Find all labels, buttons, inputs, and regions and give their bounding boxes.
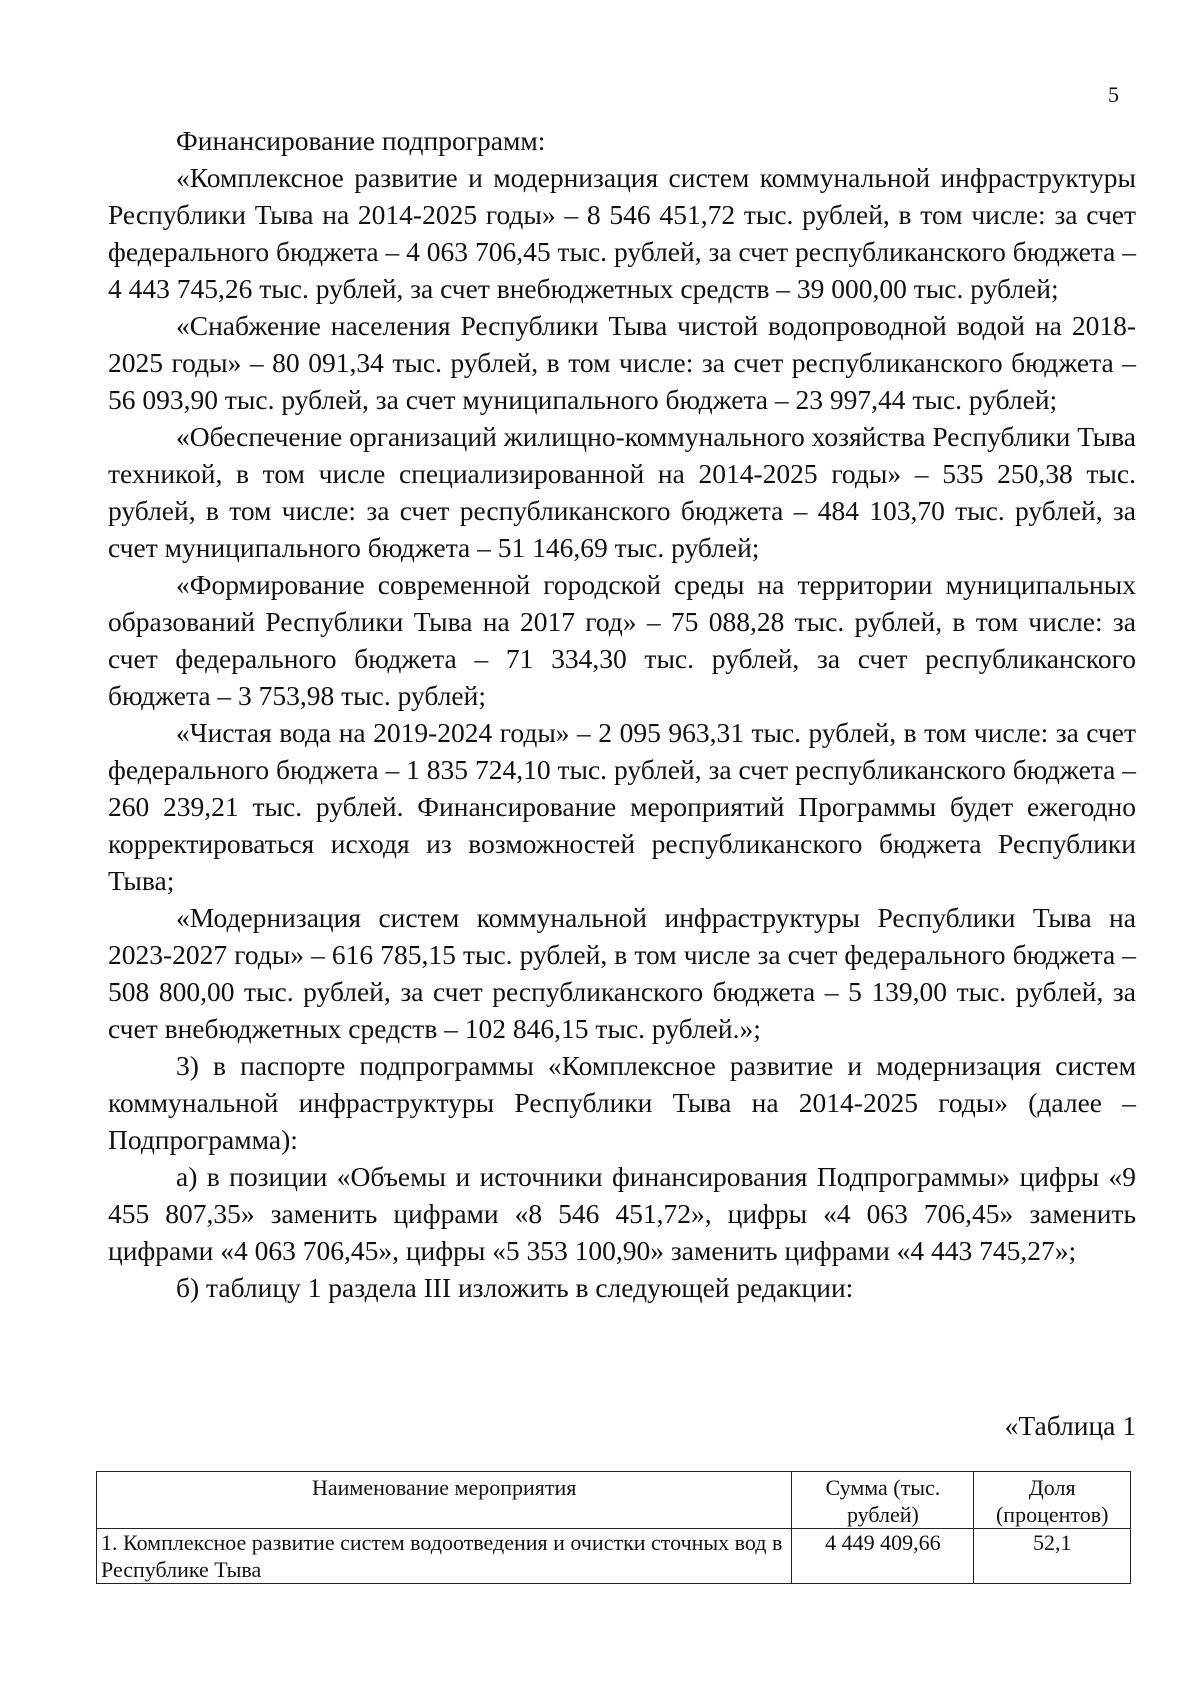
- paragraph: «Снабжение населения Республики Тыва чистой водопроводной водой на 2018-2025 годы» – 80 091,34 тыс. рублей, в том числе: за счет республиканского бюджета – 56 093,90 тыс. рублей, за счет муниципального бюджета – 23 997,44 тыс. рублей;: [108, 310, 1136, 415]
- paragraph: «Модернизация систем коммунальной инфраструктуры Республики Тыва на 2023-2027 годы» – 616 785,15 тыс. рублей, в том числе за счет федерального бюджета – 508 800,00 тыс. рублей, за счет республиканского бюджета – 5 139,00 тыс. рублей, за счет внебюджетных средств – 102 846,15 тыс. рублей.»;: [108, 902, 1136, 1044]
- cell-share: 52,1: [974, 1529, 1131, 1584]
- paragraph: «Комплексное развитие и модернизация систем коммунальной инфраструктуры Республики Тыва на 2014-2025 годы» – 8 546 451,72 тыс. рублей, в том числе: за счет федерального бюджета – 4 063 706,45 тыс. рублей, за счет республиканского бюджета – 4 443 745,26 тыс. рублей, за счет внебюджетных средств – 39 000,00 тыс. рублей;: [108, 162, 1136, 304]
- table-caption: «Таблица 1: [1004, 1410, 1136, 1441]
- document-body: [108, 122, 1136, 1306]
- page-number: 5: [1108, 82, 1119, 107]
- paragraph: «Обеспечение организаций жилищно-коммунального хозяйства Республики Тыва техникой, в том числе специализированной на 2014-2025 годы» – 535 250,38 тыс. рублей, в том числе: за счет республиканского бюджета – 484 103,70 тыс. рублей, за счет муниципального бюджета – 51 146,69 тыс. рублей;: [108, 421, 1136, 563]
- paragraph: «Чистая вода на 2019-2024 годы» – 2 095 963,31 тыс. рублей, в том числе: за счет федерального бюджета – 1 835 724,10 тыс. рублей, за счет республиканского бюджета – 260 239,21 тыс. рублей. Финансирование мероприятий Программы будет ежегодно корректироваться исходя из возможностей республиканского бюджета Республики Тыва;: [108, 717, 1136, 896]
- paragraph: 3) в паспорте подпрограммы «Комплексное развитие и модернизация систем коммунальной инфраструктуры Республики Тыва на 2014-2025 годы» (далее – Подпрограмма):: [108, 1050, 1136, 1155]
- cell-sum: 4 449 409,66: [792, 1529, 974, 1584]
- header-name: Наименование мероприятия: [97, 1472, 792, 1529]
- header-share: Доля (процентов): [974, 1472, 1131, 1529]
- paragraph: Финансирование подпрограмм:: [176, 125, 546, 156]
- paragraph: а) в позиции «Объемы и источники финансирования Подпрограммы» цифры «9 455 807,35» заменить цифрами «8 546 451,72», цифры «4 063 706,45» заменить цифрами «4 063 706,45», цифры «5 353 100,90» заменить цифрами «4 443 745,27»;: [108, 1161, 1136, 1266]
- table-row: [97, 1529, 1131, 1584]
- paragraph: «Формирование современной городской среды на территории муниципальных образований Республики Тыва на 2017 год» – 75 088,28 тыс. рублей, в том числе: за счет федерального бюджета – 71 334,30 тыс. рублей, за счет республиканского бюджета – 3 753,98 тыс. рублей;: [108, 569, 1136, 711]
- financing-table: [96, 1471, 1131, 1584]
- cell-name: 1. Комплексное развитие систем водоотведения и очистки сточных вод в Республике Тыва: [97, 1529, 792, 1584]
- paragraph: б) таблицу 1 раздела III изложить в следующей редакции:: [176, 1272, 854, 1303]
- table-header-row: [97, 1472, 1131, 1529]
- header-sum: Сумма (тыс. рублей): [792, 1472, 974, 1529]
